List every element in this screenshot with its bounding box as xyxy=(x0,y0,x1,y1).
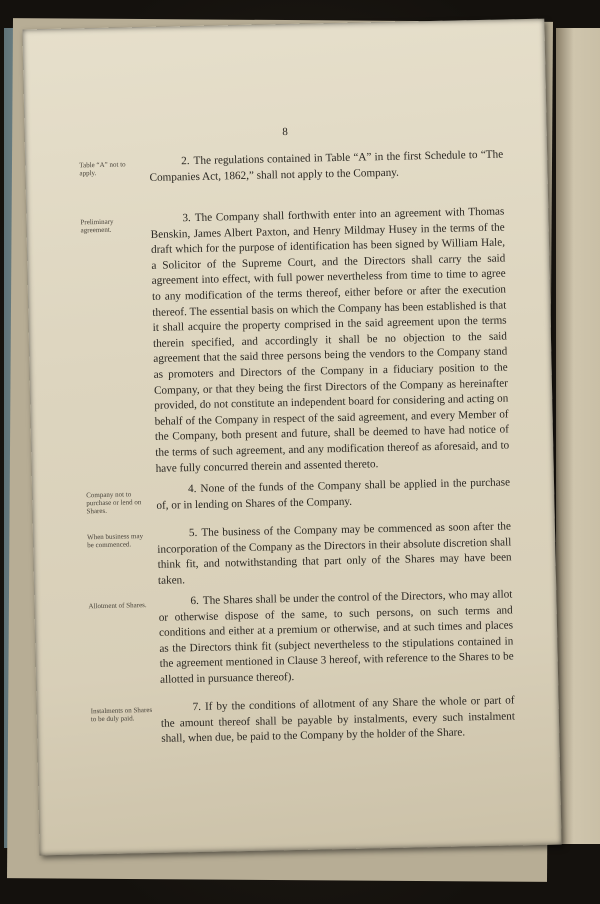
clause-7 xyxy=(160,693,515,747)
margin-note-clause-4: Company not to purchase or lend on Shares. xyxy=(86,490,142,516)
clause-6 xyxy=(158,587,514,688)
clause-text: If by the conditions of allotment of any Share the whole or part of the amount thereof shall be payable by instalments, every such instalment shall, when due, be paid to the Company by the holder of the Share. xyxy=(160,694,516,745)
clause-3 xyxy=(150,205,509,477)
clause-number: 3. xyxy=(182,212,191,225)
clause-text: None of the funds of the Company shall be applied in the purchase of, or in lending on Shares of the Company. xyxy=(156,476,511,512)
clause-5 xyxy=(157,519,512,589)
clause-number: 4. xyxy=(187,483,197,496)
clause-number: 5. xyxy=(188,527,198,540)
margin-note-clause-3: Preliminary agreement. xyxy=(80,217,114,235)
clause-4 xyxy=(156,475,511,514)
clause-text: The Shares shall be under the control of the Directors, who may allot or otherwise dispose of the same, to such persons, on such terms and conditions and either at a premium or otherwise, and at such times and places as the Directors think fit (subject nevertheless to the stipulations contained in the agreement mentioned in Clause 3 hereof, with reference to the Shares to be allotted in pursuance thereof). xyxy=(158,588,514,686)
clause-text: The Company shall forthwith enter into an agreement with Thomas Benskin, James Albert Paxton, and Henry Mildmay Husey in the terms of the draft which for the purpose of identification has been signed by William Hale, a Solicitor of the Supreme Court, and the Directors shall carry the said agreement into effect, with full power nevertheless from time to time to agree to any modification of the terms thereof, either before or after the execution thereof. The essential basis on which the Company has been established is that it shall acquire the property comprised in the said agreement upon the terms therein specified, and accordingly it shall be no objection to the said agreement that the said three persons being the vendors to the Company stand as promoters and Directors of the Company in a fiduciary position to the Company, or that they being the first Directors of the Company as hereinafter provided, do not constitute an independent board for considering and acting on behalf of the Company in respect of the said agreement, and every Member of the Company, both present and future, shall be deemed to have had notice of the terms of such agreement, and any modification thereof as aforesaid, and to have fully concurred therein and assented thereto. xyxy=(150,205,510,475)
margin-note-clause-2: Table “A” not to apply. xyxy=(79,160,126,178)
page-number: 8 xyxy=(282,126,289,139)
facing-page-edge xyxy=(556,28,600,844)
clause-number: 7. xyxy=(192,700,202,714)
clause-number: 2. xyxy=(181,155,190,168)
margin-note-clause-6: Allotment of Shares. xyxy=(88,601,147,611)
clause-text: The regulations contained in Table “A” in the first Schedule to “The Companies Act, 1862,” shall not apply to the Company. xyxy=(149,148,504,184)
document-page xyxy=(22,19,561,856)
margin-note-clause-5: When business may be commenced. xyxy=(86,532,144,550)
clause-2 xyxy=(149,148,504,187)
clause-number: 6. xyxy=(190,594,199,608)
margin-note-clause-7: Instalments on Shares to be duly paid. xyxy=(90,705,153,724)
clause-text: The business of the Company may be commenced as soon after the incorporation of the Company as the Directors in their absolute discretion shall think fit, and notwithstanding that part only of the Shares may have been taken. xyxy=(157,520,512,587)
